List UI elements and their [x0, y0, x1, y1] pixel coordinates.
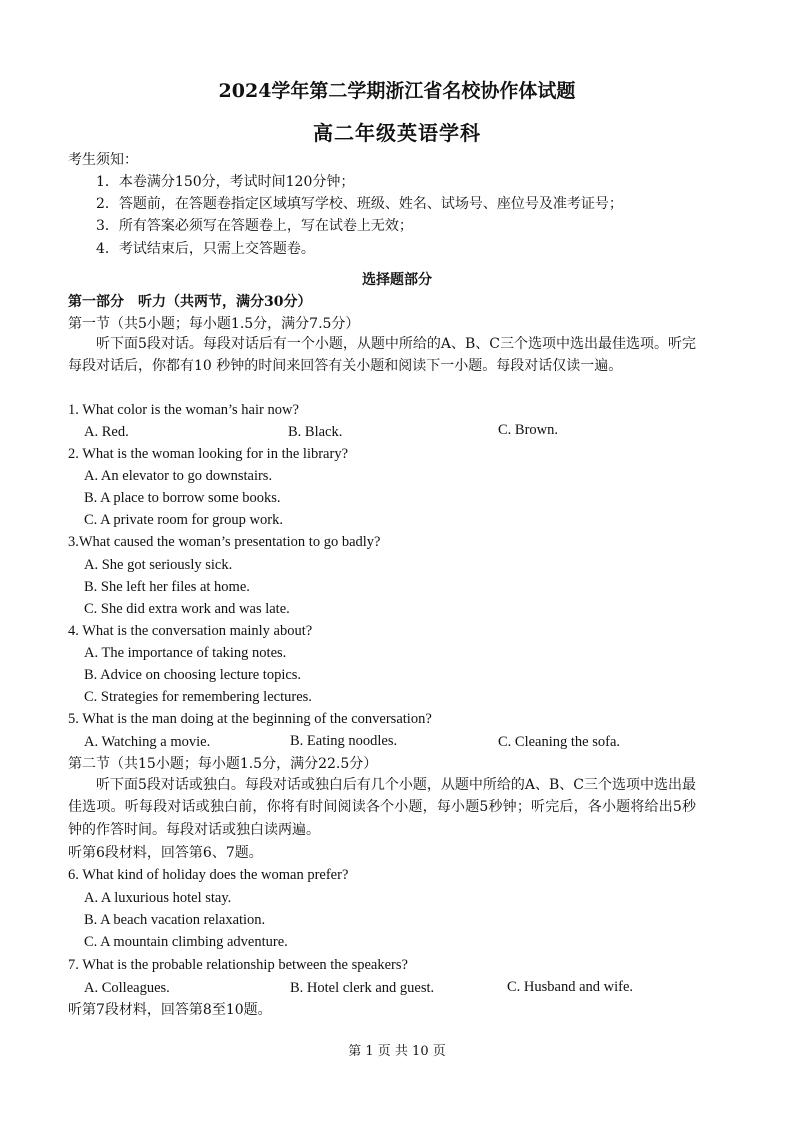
material-6-note: 听第6段材料，回答第6、7题。 — [68, 845, 263, 861]
option-a: A. Watching a movie. — [84, 734, 211, 750]
notice-item: 1．本卷满分150分，考试时间120分钟； — [96, 174, 355, 190]
part1-heading: 第一部分 听力（共两节，满分30分） — [68, 294, 312, 310]
page-number: 第 1 页 共 10 页 — [348, 1044, 446, 1059]
option-c: C. Strategies for remembering lectures. — [84, 689, 312, 705]
notice-item: 3．所有答案必须写在答题卷上，写在试卷上无效； — [96, 218, 413, 234]
option-c: C. She did extra work and was late. — [84, 601, 290, 617]
question-3: 3.What caused the woman’s presentation to go badly? — [68, 534, 381, 550]
option-a: A. An elevator to go downstairs. — [84, 468, 273, 484]
sec2-instructions: 听下面5段对话或独白。每段对话或独白后有几个小题，从题中所给的A、B、C三个选项中选出最佳选项。听每段对话或独白前，你将有时间阅读各个小题，每小题5秒钟；听完后，各小题将给出5秒钟的作答时间。每段对话或独白读两遍。 — [68, 777, 697, 838]
option-b: B. Hotel clerk and guest. — [290, 980, 435, 996]
notice-heading: 考生须知： — [68, 152, 138, 168]
option-b: B. She left her files at home. — [84, 579, 250, 595]
exam-title: 2024学年第二学期浙江省名校协作体试题 — [218, 80, 576, 102]
question-4: 4. What is the conversation mainly about? — [68, 623, 313, 639]
sec1-instructions: 听下面5段对话。每段对话后有一个小题，从题中所给的A、B、C三个选项中选出最佳选项。听完每段对话后，你都有10 秒钟的时间来回答有关小题和阅读下一小题。每段对话仅读一遍。 — [68, 336, 697, 375]
option-b: B. A place to borrow some books. — [84, 490, 281, 506]
question-5: 5. What is the man doing at the beginning of the conversation? — [68, 711, 432, 727]
sec1-heading: 第一节（共5小题；每小题1.5分，满分7.5分） — [68, 316, 360, 332]
option-c: C. Husband and wife. — [507, 979, 634, 995]
question-7: 7. What is the probable relationship between the speakers? — [68, 957, 408, 973]
option-b: B. A beach vacation relaxation. — [84, 912, 266, 928]
option-a: A. The importance of taking notes. — [84, 645, 287, 661]
material-7-note: 听第7段材料，回答第8至10题。 — [68, 1002, 272, 1018]
option-b: B. Advice on choosing lecture topics. — [84, 667, 302, 683]
option-c: C. Cleaning the sofa. — [498, 734, 621, 750]
exam-subtitle: 高二年级英语学科 — [313, 121, 481, 145]
question-6: 6. What kind of holiday does the woman prefer? — [68, 867, 349, 883]
sec2-heading: 第二节（共15小题；每小题1.5分，满分22.5分） — [68, 756, 378, 772]
option-b: B. Eating noodles. — [290, 733, 398, 749]
option-a: A. A luxurious hotel stay. — [84, 890, 232, 906]
question-2: 2. What is the woman looking for in the library? — [68, 446, 349, 462]
notice-item: 2．答题前，在答题卷指定区域填写学校、班级、姓名、试场号、座位号及准考证号； — [96, 196, 623, 212]
option-b: B. Black. — [288, 424, 343, 440]
option-c: C. Brown. — [498, 422, 559, 438]
option-c: C. A mountain climbing adventure. — [84, 934, 288, 950]
section-title: 选择题部分 — [362, 272, 432, 288]
notice-item: 4．考试结束后，只需上交答题卷。 — [96, 241, 315, 257]
option-a: A. Colleagues. — [84, 980, 170, 996]
option-a: A. She got seriously sick. — [84, 557, 233, 573]
question-1: 1. What color is the woman’s hair now? — [68, 402, 299, 418]
option-a: A. Red. — [84, 424, 129, 440]
option-c: C. A private room for group work. — [84, 512, 283, 528]
